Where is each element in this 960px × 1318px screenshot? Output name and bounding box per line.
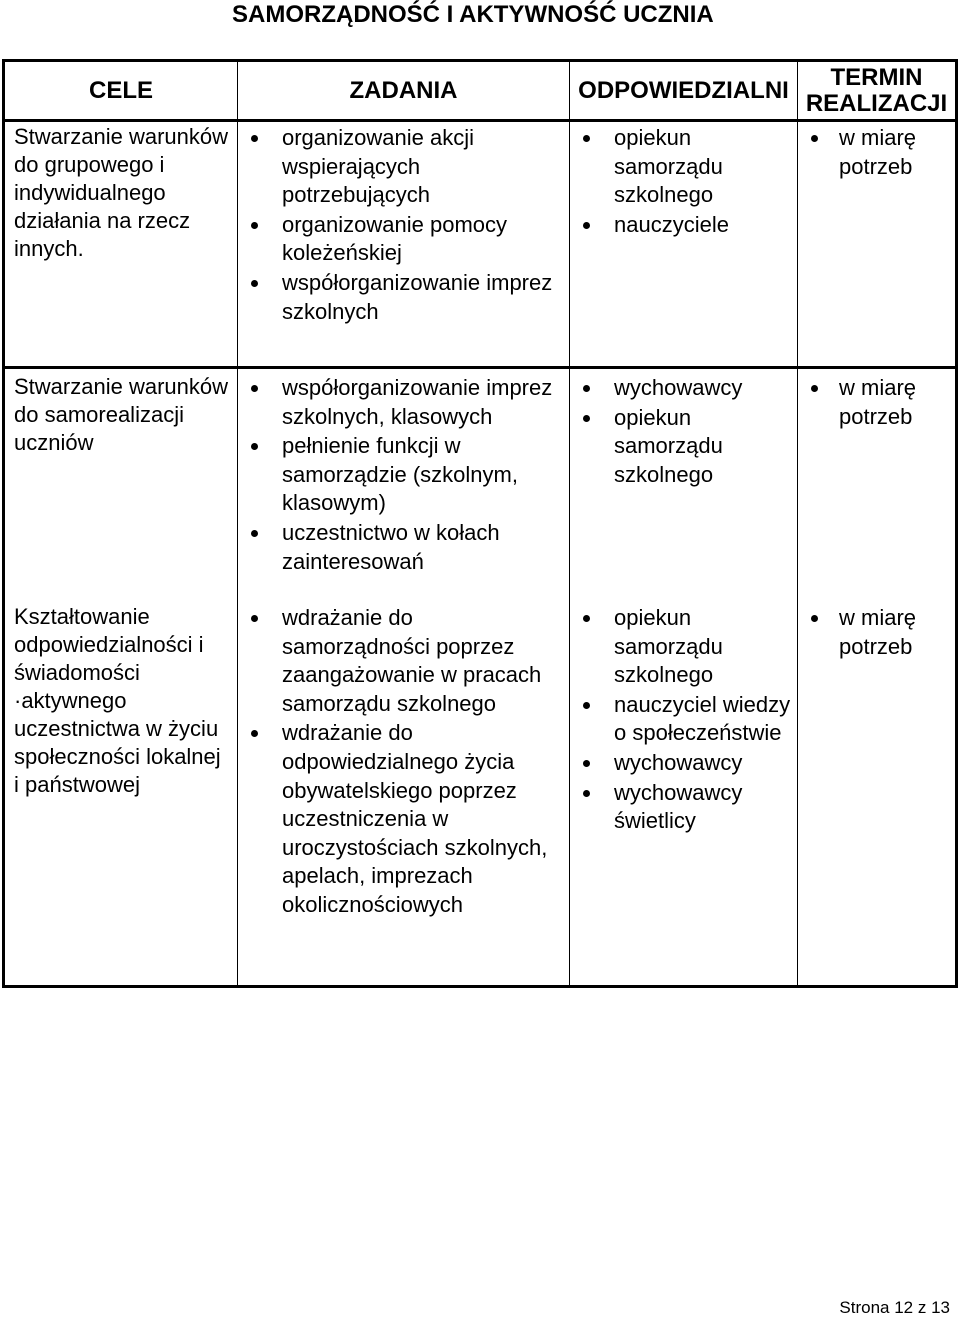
list-item: opiekun samorządu szkolnego — [579, 124, 791, 210]
row-2-odpowiedzialni-list — [570, 369, 797, 489]
row-1-cel: Stwarzanie warunków do grupowego i indywidualnego działania na rzecz innych. — [5, 122, 238, 366]
row-1-odpowiedzialni — [570, 122, 798, 366]
header-cele: CELE — [5, 62, 238, 122]
list-item: wychowawcy — [579, 749, 791, 778]
list-item: wychowawcy — [579, 374, 791, 403]
row-1-zadania-list — [238, 122, 569, 326]
header-termin-line2: REALIZACJI — [805, 89, 948, 117]
header-termin-line1: TERMIN — [830, 63, 923, 91]
row-1-termin — [798, 122, 955, 366]
list-item: współorganizowanie imprez szkolnych — [247, 269, 563, 326]
row-2-zadania — [238, 366, 570, 599]
header-termin — [798, 62, 955, 122]
row-1-odpowiedzialni-list — [570, 122, 797, 239]
page-title: SAMORZĄDNOŚĆ I AKTYWNOŚĆ UCZNIA — [232, 1, 714, 28]
header-zadania: ZADANIA — [238, 62, 570, 122]
row-2-termin-list — [798, 369, 955, 431]
row-3-zadania-list — [238, 599, 569, 920]
list-item: opiekun samorządu szkolnego — [579, 604, 791, 690]
row-2-cel: Stwarzanie warunków do samorealizacji uczniów — [5, 366, 238, 599]
list-item: w miarę potrzeb — [807, 604, 949, 661]
row-3-odpowiedzialni-list — [570, 599, 797, 836]
row-3-odpowiedzialni — [570, 599, 798, 985]
page-number: Strona 12 z 13 — [839, 1298, 950, 1317]
list-item: w miarę potrzeb — [807, 374, 949, 431]
list-item: pełnienie funkcji w samorządzie (szkolnym, klasowym) — [247, 432, 563, 518]
list-item: wdrażanie do odpowiedzialnego życia obywatelskiego poprzez uczestniczenia w uroczystościach szkolnych, apelach, imprezach okolicznościowych — [247, 719, 563, 919]
list-item: współorganizowanie imprez szkolnych, klasowych — [247, 374, 563, 431]
list-item: opiekun samorządu szkolnego — [579, 404, 791, 490]
list-item: nauczyciel wiedzy o społeczeństwie — [579, 691, 791, 748]
list-item: uczestnictwo w kołach zainteresowań — [247, 519, 563, 576]
list-item: nauczyciele — [579, 211, 791, 240]
list-item: wdrażanie do samorządności poprzez zaangażowanie w pracach samorządu szkolnego — [247, 604, 563, 718]
row-1-zadania — [238, 122, 570, 366]
row-2-termin — [798, 366, 955, 599]
row-1-termin-list — [798, 122, 955, 181]
row-3-termin — [798, 599, 955, 985]
list-item: organizowanie pomocy koleżeńskiej — [247, 211, 563, 268]
goals-table — [2, 59, 958, 988]
header-odpowiedzialni: ODPOWIEDZIALNI — [570, 62, 798, 122]
list-item: wychowawcy świetlicy — [579, 779, 791, 836]
row-2-zadania-list — [238, 369, 569, 576]
row-3-zadania — [238, 599, 570, 985]
row-3-termin-list — [798, 599, 955, 661]
list-item: w miarę potrzeb — [807, 124, 949, 181]
row-2-odpowiedzialni — [570, 366, 798, 599]
row-3-cel: Kształtowanie odpowiedzialności i świadomości ·aktywnego uczestnictwa w życiu społeczności lokalnej i państwowej — [5, 599, 238, 985]
list-item: organizowanie akcji wspierających potrzebujących — [247, 124, 563, 210]
